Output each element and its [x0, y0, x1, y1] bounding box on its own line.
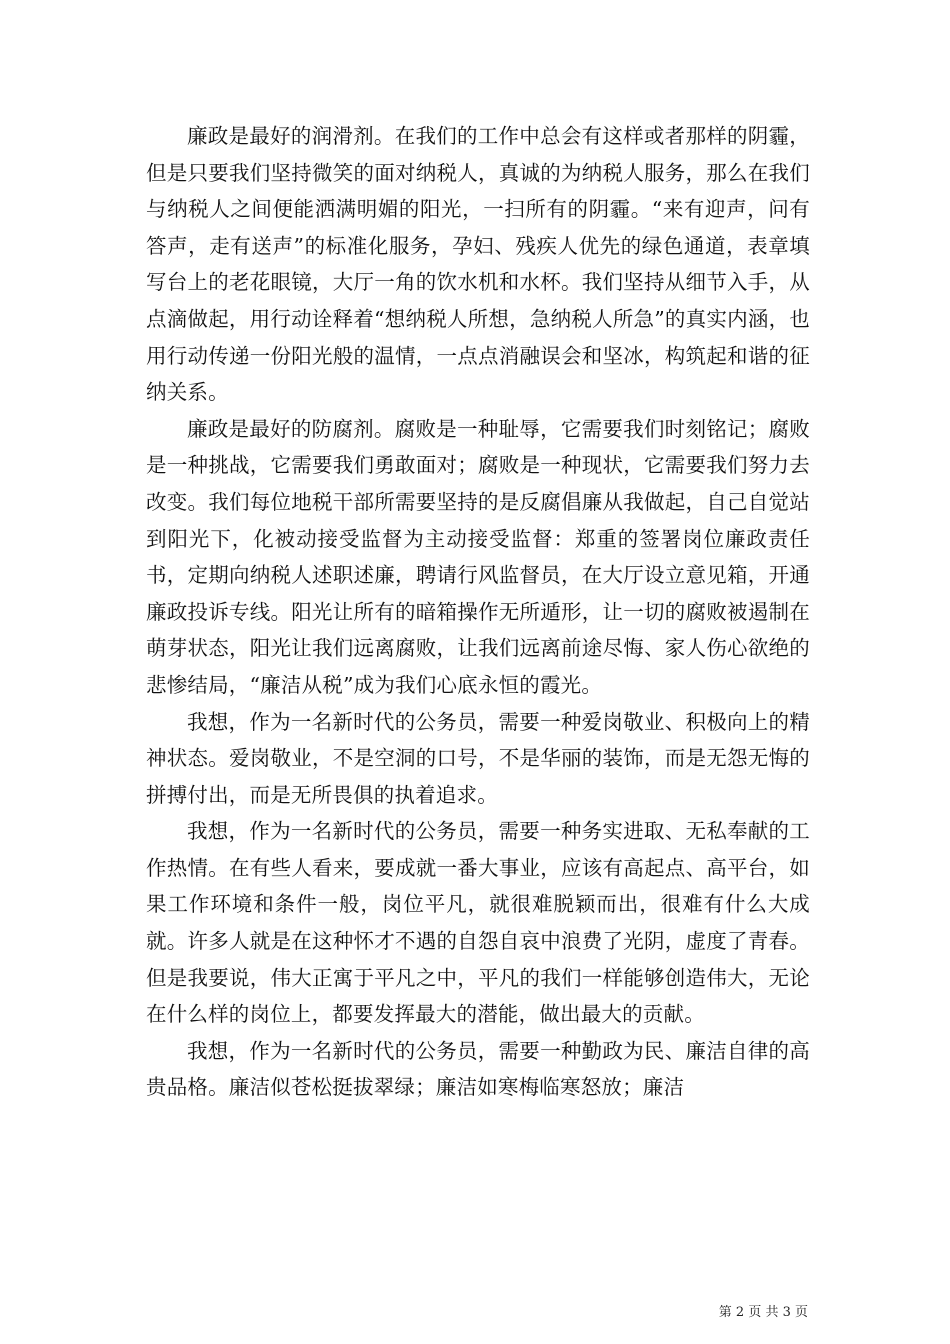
body-text [146, 118, 810, 1106]
page-number: 第 2 页 共 3 页 [718, 1305, 808, 1320]
paragraph-dedication: 我想，作为一名新时代的公务员，需要一种爱岗敬业、积极向上的精神状态。爱岗敬业，不是空洞的口号，不是华丽的装饰，而是无怨无悔的拼搏付出，而是无所畏俱的执着追求。 [146, 709, 810, 807]
paragraph-diligence-integrity: 我想，作为一名新时代的公务员，需要一种勤政为民、廉洁自律的高贵品格。廉洁似苍松挺拔翠绿；廉洁如寒梅临寒怒放；廉洁 [146, 1038, 810, 1100]
paragraph-integrity-preservative: 廉政是最好的防腐剂。腐败是一种耻辱，它需要我们时刻铭记；腐败是一种挑战，它需要我们勇敢面对；腐败是一种现状，它需要我们努力去改变。我们每位地税干部所需要坚持的是反腐倡廉从我做起，自己自觉站到阳光下，化被动接受监督为主动接受监督：郑重的签署岗位廉政责任书，定期向纳税人述职述廉，聘请行风监督员，在大厅设立意见箱，开通廉政投诉专线。阳光让所有的暗箱操作无所遁形，让一切的腐败被遏制在萌芽状态，阳光让我们远离腐败，让我们远离前途尽悔、家人伤心欲绝的悲惨结局，“廉洁从税”成为我们心底永恒的霞光。 [146, 416, 810, 697]
paragraph-pragmatic-devotion: 我想，作为一名新时代的公务员，需要一种务实进取、无私奉献的工作热情。在有些人看来，要成就一番大事业，应该有高起点、高平台，如果工作环境和条件一般，岗位平凡，就很难脱颖而出，很难有什么大成就。许多人就是在这种怀才不遇的自怨自哀中浪费了光阴，虚度了青春。但是我要说，伟大正寓于平凡之中，平凡的我们一样能够创造伟大，无论在什么样的岗位上，都要发挥最大的潜能，做出最大的贡献。 [146, 819, 810, 1027]
paragraph-integrity-lubricant: 廉政是最好的润滑剂。在我们的工作中总会有这样或者那样的阴霾，但是只要我们坚持微笑的面对纳税人，真诚的为纳税人服务，那么在我们与纳税人之间便能洒满明媚的阳光，一扫所有的阴霾。“来有迎声，问有答声，走有送声”的标准化服务，孕妇、残疾人优先的绿色通道，表章填写台上的老花眼镜，大厅一角的饮水机和水杯。我们坚持从细节入手，从点滴做起，用行动诠释着“想纳税人所想，急纳税人所急”的真实内涵，也用行动传递一份阳光般的温情，一点点消融误会和坚冰，构筑起和谐的征纳关系。 [146, 124, 810, 405]
